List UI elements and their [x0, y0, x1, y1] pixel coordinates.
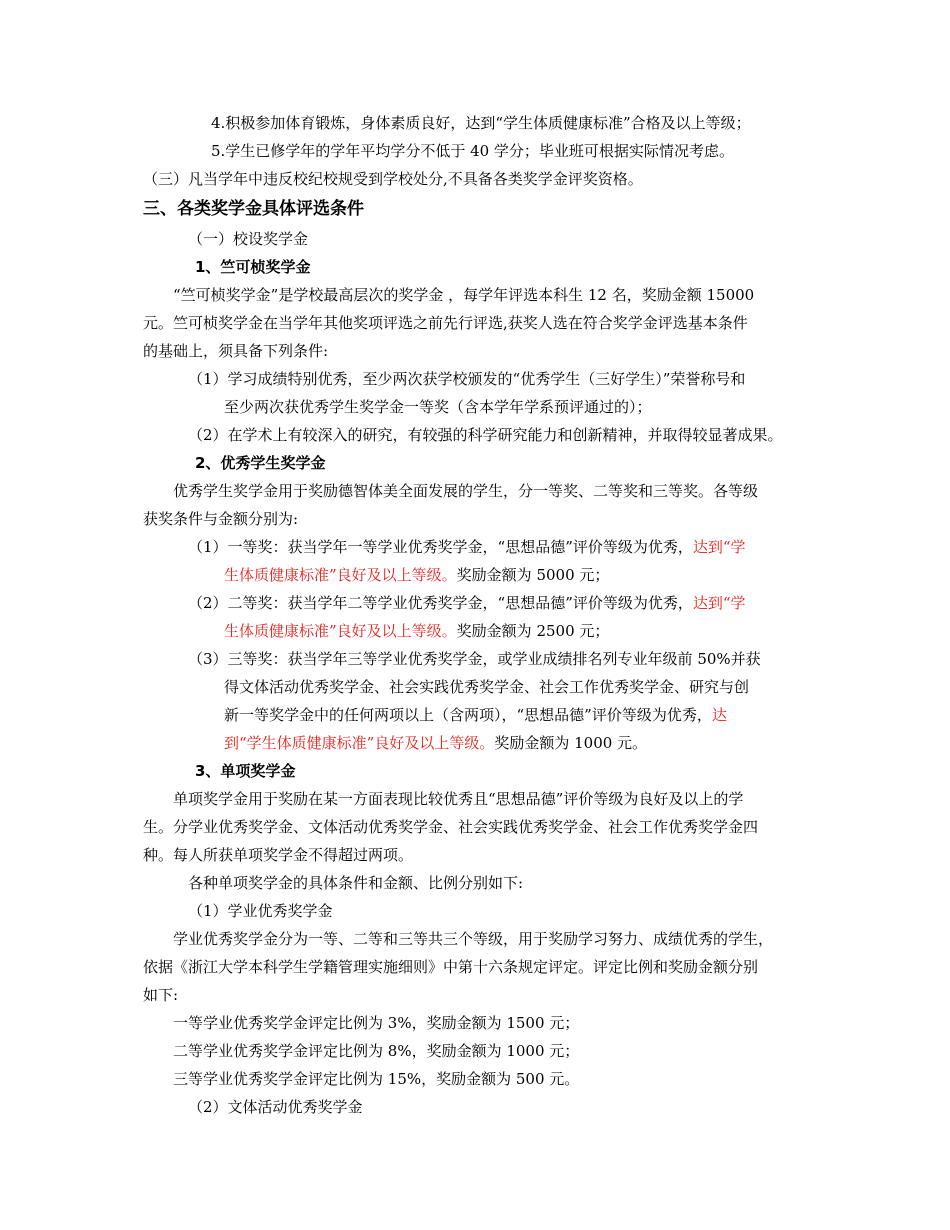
- list-item-second-prize: （2）二等奖：获当学年二等学业优秀奖学金，“思想品德”评价等级为优秀，达到“学: [188, 594, 746, 612]
- subheading-academic-scholarship: （1）学业优秀奖学金: [188, 902, 333, 920]
- list-item: （1）学习成绩特别优秀，至少两次获学校颁发的“优秀学生（三好学生）”荣誉称号和: [188, 370, 746, 388]
- list-item: （2）在学术上有较深入的研究，有较强的科学研究能力和创新精神，并取得较显著成果。: [188, 426, 783, 444]
- highlight-text: 到“学生体质健康标准”良好及以上等级。: [224, 734, 495, 752]
- list-item-third-prize: （3）三等奖：获当学年三等学业优秀奖学金，或学业成绩排名列专业年级前 50%并获: [188, 650, 761, 668]
- subsection-school-scholarship: （一）校设奖学金: [188, 230, 309, 248]
- highlight-text: 达到“学: [692, 538, 746, 556]
- paragraph-line: 优秀学生奖学金用于奖励德智体美全面发展的学生，分一等奖、二等奖和三等奖。各等级: [173, 482, 759, 500]
- paragraph-line: 种。每人所获单项奖学金不得超过两项。: [143, 846, 414, 864]
- highlight-text: 生体质健康标准”良好及以上等级。: [224, 566, 457, 584]
- paragraph-line: 单项奖学金用于奖励在某一方面表现比较优秀且“思想品德”评价等级为良好及以上的学: [173, 790, 744, 808]
- criterion-4: 4.积极参加体育锻炼，身体素质良好，达到“学生体质健康标准”合格及以上等级；: [211, 114, 751, 132]
- list-item-first-prize: （1）一等奖：获当学年一等学业优秀奖学金，“思想品德”评价等级为优秀，达到“学: [188, 538, 746, 556]
- heading-single-item-scholarship: 3、单项奖学金: [195, 762, 296, 780]
- subheading-arts-sports-scholarship: （2）文体活动优秀奖学金: [188, 1098, 363, 1116]
- rate-line-second: 二等学业优秀奖学金评定比例为 8%，奖励金额为 1000 元；: [173, 1042, 580, 1060]
- paragraph-line: 各种单项奖学金的具体条件和金额、比例分别如下:: [188, 874, 524, 892]
- paragraph-line: 元。竺可桢奖学金在当学年其他奖项评选之前先行评选,获奖人选在符合奖学金评选基本条件: [143, 314, 748, 332]
- rate-line-third: 三等学业优秀奖学金评定比例为 15%，奖励金额为 500 元。: [173, 1070, 580, 1088]
- heading-outstanding-student-scholarship: 2、优秀学生奖学金: [195, 454, 326, 472]
- criterion-5: 5.学生已修学年的学年平均学分不低于 40 学分；毕业班可根据实际情况考虑。: [211, 142, 734, 160]
- disqualification-clause: （三）凡当学年中违反校纪校规受到学校处分,不具备各类奖学金评奖资格。: [143, 170, 643, 188]
- section-heading-3: 三、各类奖学金具体评选条件: [143, 199, 364, 219]
- list-item-continuation: 至少两次获优秀学生奖学金一等奖（含本学年学系预评通过的）；: [224, 398, 652, 416]
- paragraph-line: 学业优秀奖学金分为一等、二等和三等共三个等级，用于奖励学习努力、成绩优秀的学生，: [173, 930, 774, 948]
- highlight-text: 达到“学: [692, 594, 746, 612]
- list-item-continuation: 得文体活动优秀奖学金、社会实践优秀奖学金、社会工作优秀奖学金、研究与创: [224, 678, 750, 696]
- highlight-text: 生体质健康标准”良好及以上等级。: [224, 622, 457, 640]
- list-item-continuation: 新一等奖学金中的任何两项以上（含两项），“思想品德”评价等级为优秀，达: [224, 706, 727, 724]
- highlight-text: 达: [711, 706, 727, 724]
- paragraph-line: 依据《浙江大学本科学生学籍管理实施细则》中第十六条规定评定。评定比例和奖励金额分别: [143, 958, 759, 976]
- paragraph-line: 获奖条件与金额分别为:: [143, 510, 299, 528]
- list-item-continuation: 生体质健康标准”良好及以上等级。奖励金额为 5000 元；: [224, 566, 610, 584]
- rate-line-first: 一等学业优秀奖学金评定比例为 3%，奖励金额为 1500 元；: [173, 1014, 580, 1032]
- paragraph-line: “竺可桢奖学金”是学校最高层次的奖学金 ，每学年评选本科生 12 名，奖励金额 15000: [173, 286, 755, 304]
- paragraph-line: 生。分学业优秀奖学金、文体活动优秀奖学金、社会实践优秀奖学金、社会工作优秀奖学金四: [143, 818, 759, 836]
- paragraph-line: 如下:: [143, 986, 179, 1004]
- list-item-continuation: 到“学生体质健康标准”良好及以上等级。奖励金额为 1000 元。: [224, 734, 648, 752]
- paragraph-line: 的基础上，须具备下列条件:: [143, 342, 329, 360]
- heading-zhu-kezhen-scholarship: 1、竺可桢奖学金: [195, 258, 311, 276]
- list-item-continuation: 生体质健康标准”良好及以上等级。奖励金额为 2500 元；: [224, 622, 610, 640]
